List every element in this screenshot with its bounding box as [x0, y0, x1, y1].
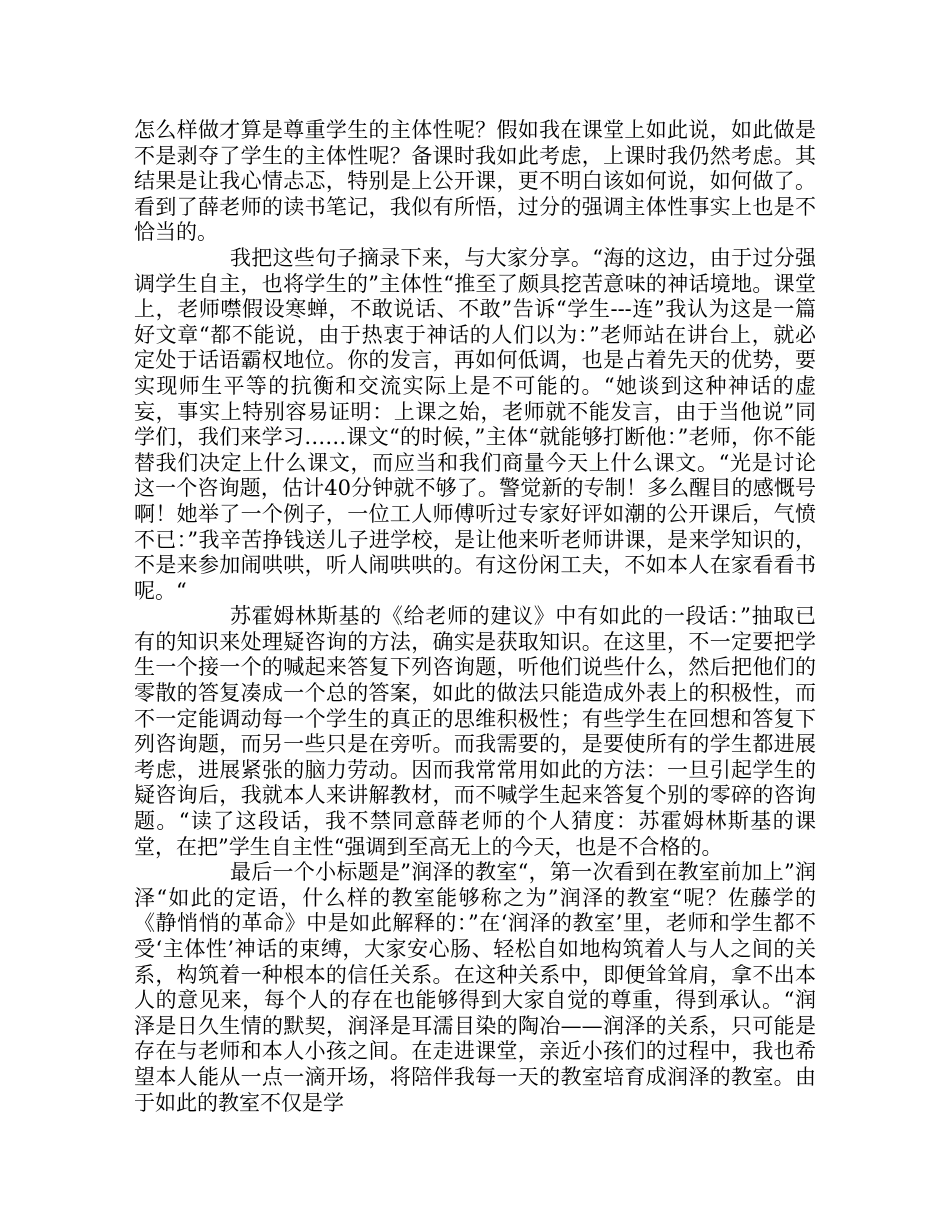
paragraph-4: 最后一个小标题是”润泽的教室“，第一次看到在教室前加上”润泽“如此的定语，什么样的教室能够称之为”润泽的教室“呢？佐藤学的《静悄悄的革命》中是如此解释的：”在‘润泽的教室’里，老师和学生都不受‘主体性’神话的束缚，大家安心肠、轻松自如地构筑着人与人之间的关系，构筑着一种根本的信任关系。在这种关系中，即便耸耸肩，拿不出本人的意见来，每个人的存在也能够得到大家自觉的尊重，得到承认。“润泽是日久生情的默契，润泽是耳濡目染的陶冶——润泽的关系，只可能是存在与老师和本人小孩之间。在走进课堂，亲近小孩们的过程中，我也希望本人能从一点一滴开场，将陪伴我每一天的教室培育成润泽的教室。由于如此的教室不仅是学 — [134, 860, 816, 1115]
document-page — [134, 118, 816, 1116]
paragraph-3: 苏霍姆林斯基的《给老师的建议》中有如此的一段话：”抽取已有的知识来处理疑咨询的方法，确实是获取知识。在这里，不一定要把学生一个接一个的喊起来答复下列咨询题，听他们说些什么，然后把他们的零散的答复凑成一个总的答案，如此的做法只能造成外表上的积极性，而不一定能调动每一个学生的真正的思维积极性；有些学生在回想和答复下列咨询题，而另一些只是在旁听。而我需要的，是要使所有的学生都进展考虑，进展紧张的脑力劳动。因而我常常用如此的方法：一旦引起学生的疑咨询后，我就本人来讲解教材，而不喊学生起来答复个别的零碎的咨询题。“读了这段话，我不禁同意薛老师的个人猜度：苏霍姆林斯基的课堂，在把”学生自主性“强调到至高无上的今天，也是不合格的。 — [134, 604, 816, 859]
paragraph-2: 我把这些句子摘录下来，与大家分享。“海的这边，由于过分强调学生自主，也将学生的”主体性“推至了颇具挖苦意味的神话境地。课堂上，老师噤假设寒蝉，不敢说话、不敢”告诉“学生---连”我认为这是一篇好文章“都不能说，由于热衷于神话的人们以为：”老师站在讲台上，就必定处于话语霸权地位。你的发言，再如何低调，也是占着先天的优势，要实现师生平等的抗衡和交流实际上是不可能的。“她谈到这种神话的虚妄，事实上特别容易证明：上课之始，老师就不能发言，由于当他说”同学们，我们来学习……课文“的时候，”主体“就能够打断他：”老师，你不能替我们决定上什么课文，而应当和我们商量今天上什么课文。“光是讨论这一个咨询题，估计40分钟就不够了。警觉新的专制！多么醒目的感慨号啊！她举了一个例子，一位工人师傅听过专家好评如潮的公开课后，气愤不已：”我辛苦挣钱送儿子进学校，是让他来听老师讲课，是来学知识的，不是来参加闹哄哄，听人闹哄哄的。有这份闲工夫，不如本人在家看看书呢。“ — [134, 245, 816, 603]
paragraph-1: 怎么样做才算是尊重学生的主体性呢？假如我在课堂上如此说，如此做是不是剥夺了学生的主体性呢？备课时我如此考虑，上课时我仍然考虑。其结果是让我心情忐忑，特别是上公开课，更不明白该如何说，如何做了。看到了薛老师的读书笔记，我似有所悟，过分的强调主体性事实上也是不恰当的。 — [134, 118, 816, 245]
